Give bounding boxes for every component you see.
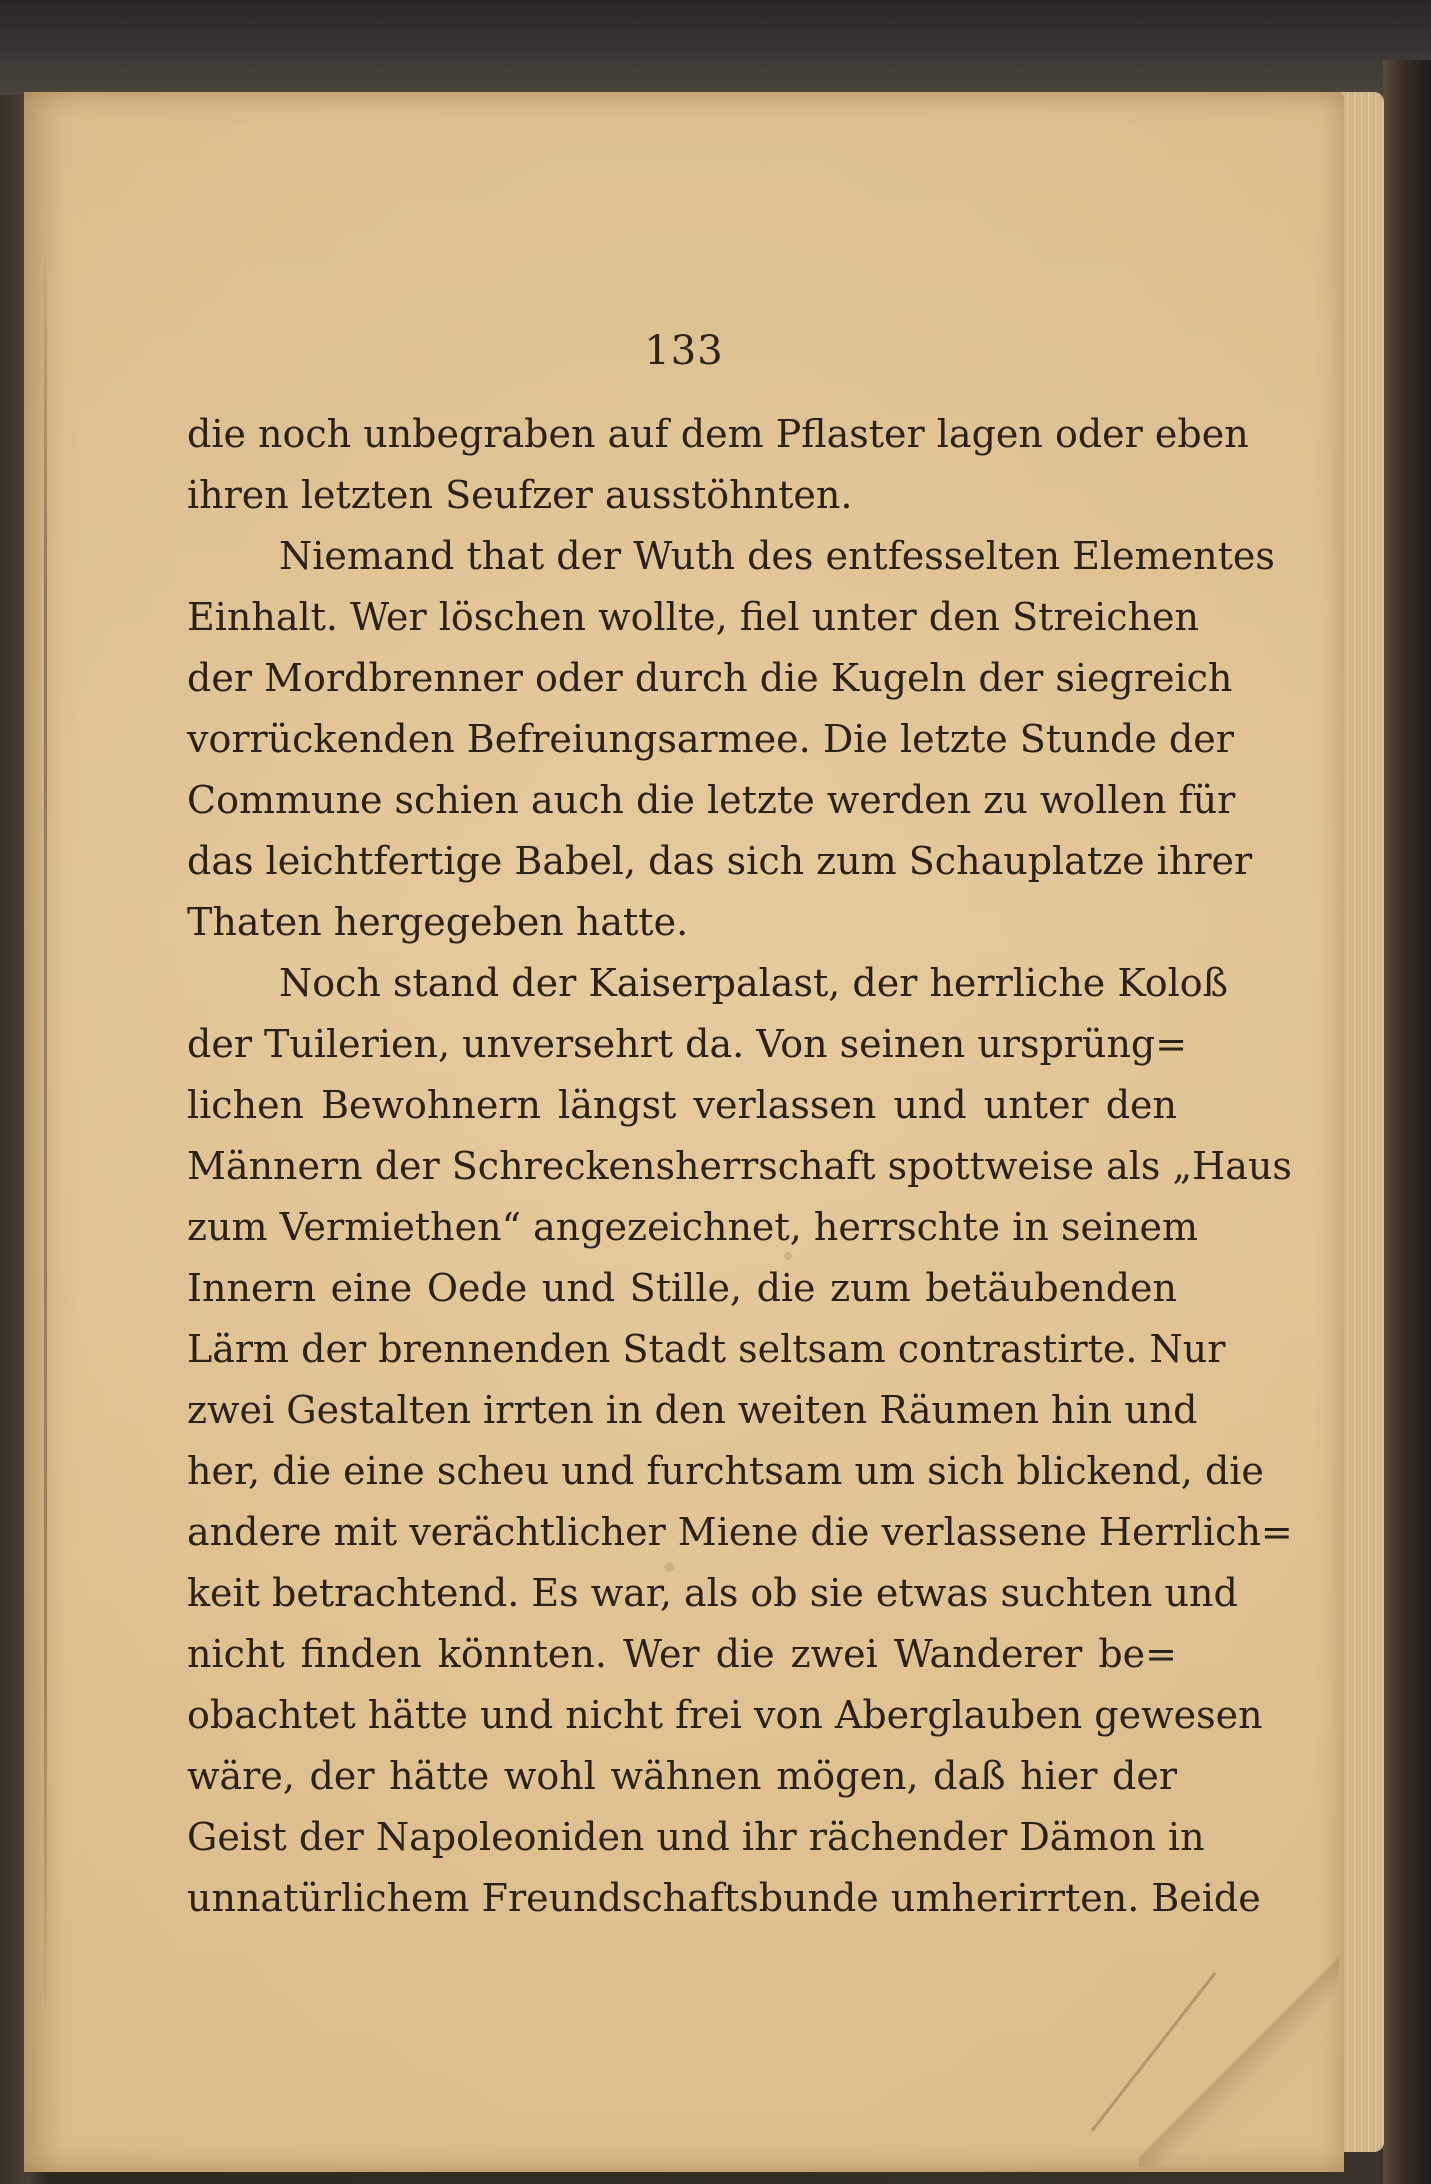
text-line: wäre, der hätte wohl wähnen mögen, daß hier der: [187, 1754, 1177, 1798]
page-corner-fold: [1139, 1952, 1339, 2167]
book-page: [24, 92, 1344, 2172]
text-line: nicht finden könnten. Wer die zwei Wanderer be=: [187, 1632, 1177, 1676]
book-cover-right-edge: [1383, 60, 1431, 2184]
text-line: Geist der Napoleoniden und ihr rächender Dämon in: [187, 1815, 1205, 1859]
text-line: keit betrachtend. Es war, als ob sie etwas suchten und: [187, 1571, 1238, 1615]
text-line: zum Vermiethen“ angezeichnet, herrschte in seinem: [187, 1205, 1199, 1249]
text-line: Einhalt. Wer löschen wollte, fiel unter den Streichen: [187, 595, 1199, 639]
text-line: andere mit verächtlicher Miene die verlassene Herrlich=: [187, 1510, 1293, 1554]
body-text: [187, 404, 1293, 1929]
text-line: lichen Bewohnern längst verlassen und unter den: [187, 1083, 1177, 1127]
text-line: Noch stand der Kaiserpalast, der herrliche Koloß: [279, 961, 1229, 1005]
book-cover-top-edge: [0, 0, 1431, 95]
text-line: vorrückenden Befreiungsarmee. Die letzte Stunde der: [187, 717, 1234, 761]
text-line: obachtet hätte und nicht frei von Aberglauben gewesen: [187, 1693, 1263, 1737]
text-line: her, die eine scheu und furchtsam um sich blickend, die: [187, 1449, 1264, 1493]
text-line: Lärm der brennenden Stadt seltsam contrastirte. Nur: [187, 1327, 1226, 1371]
text-line: Innern eine Oede und Stille, die zum betäubenden: [187, 1266, 1177, 1310]
text-line: Niemand that der Wuth des entfesselten Elementes: [279, 534, 1275, 578]
text-line: der Mordbrenner oder durch die Kugeln der siegreich: [187, 656, 1233, 700]
page-number: 133: [644, 328, 724, 374]
text-line: zwei Gestalten irrten in den weiten Räumen hin und: [187, 1388, 1198, 1432]
text-line: ihren letzten Seufzer ausstöhnten.: [187, 473, 853, 517]
binding-gutter: [44, 232, 47, 2032]
text-line: unnatürlichem Freundschaftsbunde umherirrten. Beide: [187, 1876, 1261, 1920]
text-line: die noch unbegraben auf dem Pflaster lagen oder eben: [187, 412, 1249, 456]
text-line: Männern der Schreckensherrschaft spottweise als „Haus: [187, 1144, 1292, 1188]
text-line: der Tuilerien, unversehrt da. Von seinen ursprüng=: [187, 1022, 1188, 1066]
text-line: das leichtfertige Babel, das sich zum Schauplatze ihrer: [187, 839, 1253, 883]
text-line: Commune schien auch die letzte werden zu wollen für: [187, 778, 1236, 822]
text-line: Thaten hergegeben hatte.: [187, 900, 689, 944]
